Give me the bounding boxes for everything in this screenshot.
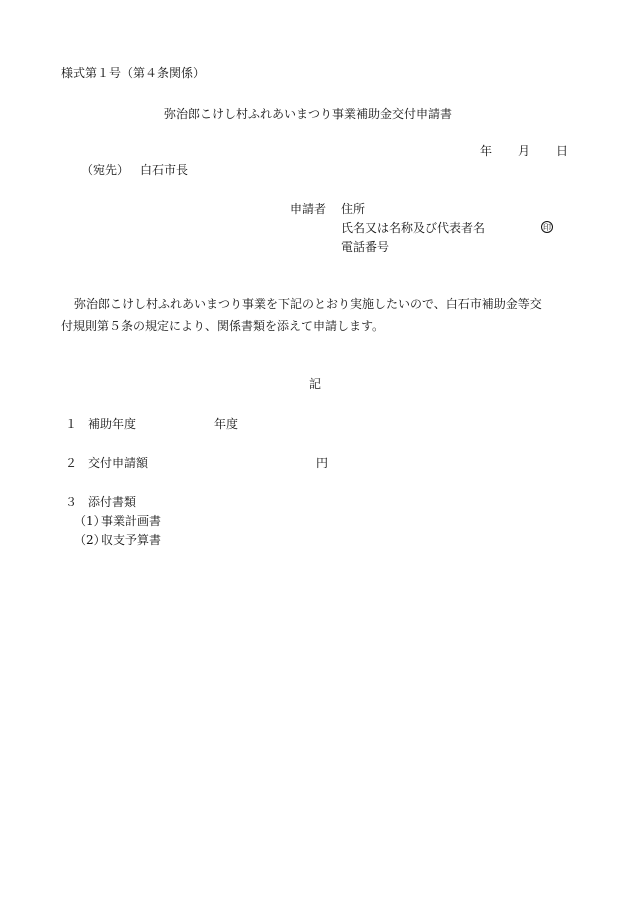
attachment-1-label: 事業計画書 [101,514,162,528]
addressee-name: 白石市長 [140,163,189,177]
body-text-line-2: 付規則第５条の規定により、関係書類を添えて申請します。 [61,319,385,333]
applicant-label: 申請者 [290,202,327,216]
item-2-number: ２ [65,456,78,470]
document-title: 弥治郎こけし村ふれあいまつり事業補助金交付申請書 [164,107,453,121]
date-month-label: 月 [518,144,531,158]
item-3-number: ３ [65,495,78,509]
applicant-address-label: 住所 [341,202,366,216]
item-1-number: １ [65,417,78,431]
date-day-label: 日 [556,144,569,158]
item-1-unit: 年度 [214,417,239,431]
addressee-prefix: （宛先） [81,163,130,177]
applicant-name-label: 氏名又は名称及び代表者名 [341,221,486,235]
applicant-phone-label: 電話番号 [341,240,390,254]
body-text-line-1: 弥治郎こけし村ふれあいまつり事業を下記のとおり実施したいので、白石市補助金等交 [74,297,542,311]
record-heading: 記 [309,377,322,391]
date-year-label: 年 [480,144,493,158]
attachment-1-number: （1） [74,514,106,528]
attachment-2-number: （2） [74,533,106,547]
item-1-label: 補助年度 [88,417,137,431]
item-3-label: 添付書類 [88,495,137,509]
attachment-2-label: 収支予算書 [101,533,162,547]
form-number: 様式第１号（第４条関係） [61,66,206,80]
seal-mark: 印 [543,223,551,232]
item-2-unit: 円 [316,456,329,470]
item-2-label: 交付申請額 [88,456,149,470]
